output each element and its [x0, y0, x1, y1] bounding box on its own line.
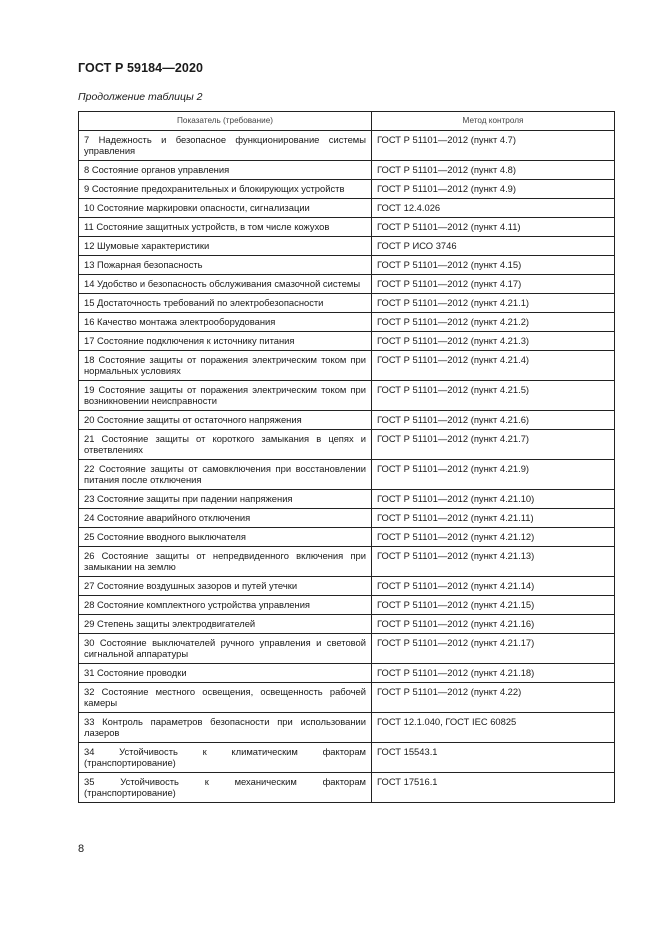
table-row	[79, 161, 615, 180]
indicator-cell: 11 Состояние защитных устройств, в том числе кожухов	[79, 218, 372, 237]
document-header: ГОСТ Р 59184—2020	[78, 61, 204, 75]
table-caption: Продолжение таблицы 2	[78, 91, 203, 103]
table-row	[79, 509, 615, 528]
column-header-method: Метод контроля	[372, 112, 615, 131]
table-row	[79, 460, 615, 490]
indicator-cell: 15 Достаточность требований по электробезопасности	[79, 294, 372, 313]
method-cell: ГОСТ Р 51101—2012 (пункт 4.21.18)	[372, 664, 615, 683]
table-row	[79, 199, 615, 218]
table-row	[79, 131, 615, 161]
method-cell: ГОСТ Р 51101—2012 (пункт 4.21.17)	[372, 634, 615, 664]
indicator-cell: 25 Состояние вводного выключателя	[79, 528, 372, 547]
method-cell: ГОСТ Р 51101—2012 (пункт 4.21.1)	[372, 294, 615, 313]
method-cell: ГОСТ Р 51101—2012 (пункт 4.21.11)	[372, 509, 615, 528]
method-cell: ГОСТ Р 51101—2012 (пункт 4.7)	[372, 131, 615, 161]
table-row	[79, 773, 615, 803]
table-row	[79, 381, 615, 411]
method-cell: ГОСТ Р 51101—2012 (пункт 4.21.12)	[372, 528, 615, 547]
table-row	[79, 547, 615, 577]
indicator-cell: 14 Удобство и безопасность обслуживания смазочной системы	[79, 275, 372, 294]
table-row	[79, 615, 615, 634]
table-row	[79, 713, 615, 743]
indicator-cell: 18 Состояние защиты от поражения электрическим током при нормальных условиях	[79, 351, 372, 381]
table-row	[79, 332, 615, 351]
table-row	[79, 596, 615, 615]
table-row	[79, 294, 615, 313]
indicator-cell: 19 Состояние защиты от поражения электрическим током при возникновении неисправности	[79, 381, 372, 411]
indicator-cell: 23 Состояние защиты при падении напряжения	[79, 490, 372, 509]
method-cell: ГОСТ Р 51101—2012 (пункт 4.8)	[372, 161, 615, 180]
indicator-cell: 17 Состояние подключения к источнику питания	[79, 332, 372, 351]
indicator-cell: 9 Состояние предохранительных и блокирующих устройств	[79, 180, 372, 199]
table-row	[79, 351, 615, 381]
table-row	[79, 634, 615, 664]
table-row	[79, 180, 615, 199]
indicator-cell: 29 Степень защиты электродвигателей	[79, 615, 372, 634]
indicator-cell: 30 Состояние выключателей ручного управления и световой сигнальной аппаратуры	[79, 634, 372, 664]
indicator-cell: 16 Качество монтажа электрооборудования	[79, 313, 372, 332]
table-row	[79, 683, 615, 713]
indicator-cell: 33 Контроль параметров безопасности при использовании лазеров	[79, 713, 372, 743]
indicator-cell: 21 Состояние защиты от короткого замыкания в цепях и ответвлениях	[79, 430, 372, 460]
method-cell: ГОСТ Р 51101—2012 (пункт 4.21.15)	[372, 596, 615, 615]
indicator-cell: 8 Состояние органов управления	[79, 161, 372, 180]
indicator-cell: 27 Состояние воздушных зазоров и путей утечки	[79, 577, 372, 596]
indicator-cell: 7 Надежность и безопасное функционирование системы управления	[79, 131, 372, 161]
table-row	[79, 313, 615, 332]
table-row	[79, 490, 615, 509]
method-cell: ГОСТ Р 51101—2012 (пункт 4.21.16)	[372, 615, 615, 634]
table-row	[79, 275, 615, 294]
method-cell: ГОСТ Р 51101—2012 (пункт 4.21.5)	[372, 381, 615, 411]
method-cell: ГОСТ Р 51101—2012 (пункт 4.21.2)	[372, 313, 615, 332]
table-row	[79, 256, 615, 275]
method-cell: ГОСТ Р 51101—2012 (пункт 4.21.7)	[372, 430, 615, 460]
table-row	[79, 411, 615, 430]
indicator-cell: 10 Состояние маркировки опасности, сигнализации	[79, 199, 372, 218]
method-cell: ГОСТ 12.4.026	[372, 199, 615, 218]
table-row	[79, 664, 615, 683]
table-row	[79, 577, 615, 596]
method-cell: ГОСТ Р 51101—2012 (пункт 4.21.3)	[372, 332, 615, 351]
indicator-cell: 26 Состояние защиты от непредвиденного включения при замыкании на землю	[79, 547, 372, 577]
method-cell: ГОСТ Р 51101—2012 (пункт 4.21.14)	[372, 577, 615, 596]
table-row	[79, 743, 615, 773]
indicator-cell: 35 Устойчивость к механическим факторам (транспортирование)	[79, 773, 372, 803]
table-row	[79, 430, 615, 460]
method-cell: ГОСТ Р 51101—2012 (пункт 4.15)	[372, 256, 615, 275]
method-cell: ГОСТ Р 51101—2012 (пункт 4.21.13)	[372, 547, 615, 577]
indicator-cell: 34 Устойчивость к климатическим факторам (транспортирование)	[79, 743, 372, 773]
table-row	[79, 237, 615, 256]
method-cell: ГОСТ Р ИСО 3746	[372, 237, 615, 256]
table-row	[79, 218, 615, 237]
method-cell: ГОСТ 12.1.040, ГОСТ IEC 60825	[372, 713, 615, 743]
column-header-indicator: Показатель (требование)	[79, 112, 372, 131]
indicator-cell: 32 Состояние местного освещения, освещенность рабочей камеры	[79, 683, 372, 713]
method-cell: ГОСТ Р 51101—2012 (пункт 4.11)	[372, 218, 615, 237]
page-number: 8	[78, 843, 85, 855]
indicator-cell: 12 Шумовые характеристики	[79, 237, 372, 256]
method-cell: ГОСТ Р 51101—2012 (пункт 4.21.4)	[372, 351, 615, 381]
method-cell: ГОСТ 17516.1	[372, 773, 615, 803]
method-cell: ГОСТ Р 51101—2012 (пункт 4.21.10)	[372, 490, 615, 509]
method-cell: ГОСТ Р 51101—2012 (пункт 4.9)	[372, 180, 615, 199]
indicator-cell: 31 Состояние проводки	[79, 664, 372, 683]
table-header-row	[79, 112, 615, 131]
method-cell: ГОСТ Р 51101—2012 (пункт 4.21.9)	[372, 460, 615, 490]
method-cell: ГОСТ 15543.1	[372, 743, 615, 773]
method-cell: ГОСТ Р 51101—2012 (пункт 4.21.6)	[372, 411, 615, 430]
indicator-cell: 13 Пожарная безопасность	[79, 256, 372, 275]
method-cell: ГОСТ Р 51101—2012 (пункт 4.22)	[372, 683, 615, 713]
table-row	[79, 528, 615, 547]
indicator-cell: 20 Состояние защиты от остаточного напряжения	[79, 411, 372, 430]
indicator-cell: 28 Состояние комплектного устройства управления	[79, 596, 372, 615]
method-cell: ГОСТ Р 51101—2012 (пункт 4.17)	[372, 275, 615, 294]
indicator-cell: 24 Состояние аварийного отключения	[79, 509, 372, 528]
requirements-table	[78, 111, 615, 803]
indicator-cell: 22 Состояние защиты от самовключения при восстановлении питания после отключения	[79, 460, 372, 490]
